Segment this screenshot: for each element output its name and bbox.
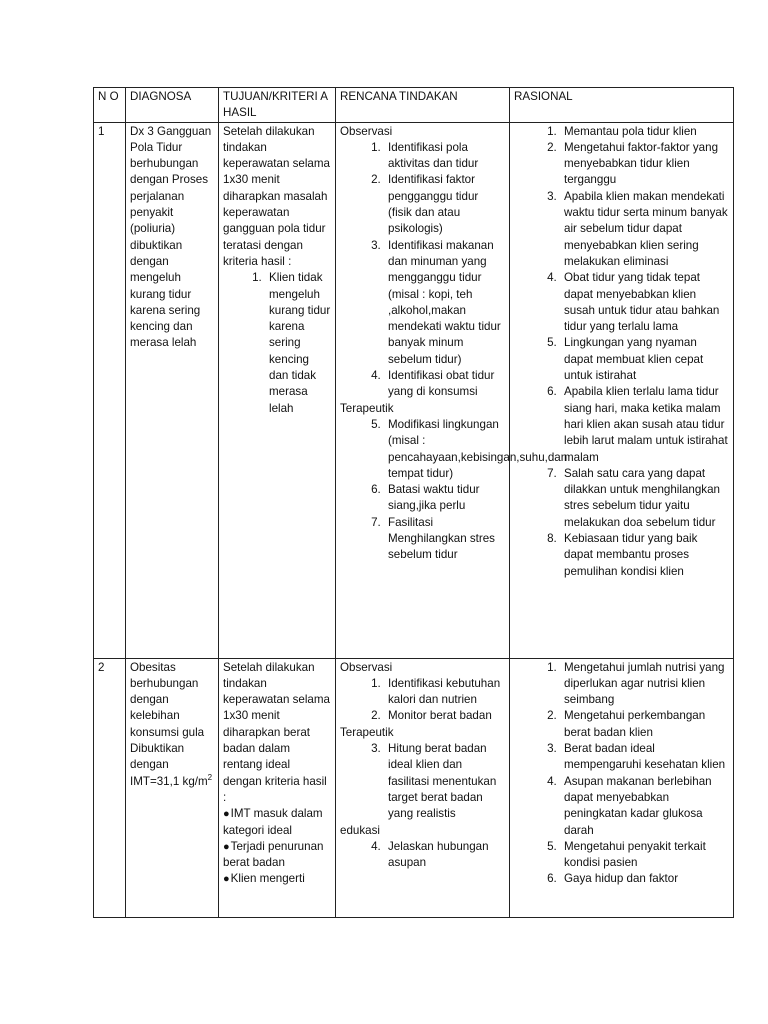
list-item: 1. Identifikasi pola aktivitas dan tidur [384, 140, 505, 173]
list-item: 3. Berat badan ideal mempengaruhi kesehatan klien [560, 741, 729, 774]
list-item: 6. Gaya hidup dan faktor [560, 871, 729, 887]
list-item: 3. Apabila klien makan mendekati waktu tidur serta minum banyak air sebelum tidur dapat menyebabkan klien sering melakukan eliminasi [560, 189, 729, 270]
intervention-list [340, 839, 505, 872]
rasional-list [514, 660, 729, 888]
diagnosa-text: Dx 3 Gangguan Pola Tidur berhubungan dengan Proses perjalanan penyakit (poliuria) dibuktikan dengan mengeluh kurang tidur karena sering kencing dan merasa lelah [130, 124, 212, 350]
header-tujuan: TUJUAN/KRITERI A HASIL [219, 88, 336, 123]
bullet-item: ● Terjadi penurunan berat badan [223, 839, 331, 872]
intervention-list [340, 741, 505, 822]
list-item: 2. Monitor berat badan [384, 708, 505, 724]
superscript: 2 [207, 772, 213, 782]
tujuan-intro: Setelah dilakukan tindakan keperawatan selama 1x30 menit diharapkan berat badan dalam rentang ideal dengan kriteria hasil : [223, 660, 330, 804]
section-heading: Terapeutik [340, 725, 394, 739]
section-heading: Terapeutik [340, 401, 394, 415]
rasional-cell [510, 122, 734, 658]
table-row [94, 122, 734, 658]
diagnosa-cell [126, 658, 219, 917]
header-row [94, 88, 734, 123]
list-item: 5. Mengetahui penyakit terkait kondisi pasien [560, 839, 729, 872]
list-item: 1. Identifikasi kebutuhan kalori dan nutrien [384, 676, 505, 709]
list-item: 2. Mengetahui perkembangan berat badan klien [560, 708, 729, 741]
list-item: 1. Memantau pola tidur klien [560, 124, 729, 140]
list-item: 1. Mengetahui jumlah nutrisi yang diperlukan agar nutrisi klien seimbang [560, 660, 729, 709]
nursing-care-plan-table [93, 87, 734, 918]
list-item: 4. Identifikasi obat tidur yang di konsumsi [384, 368, 505, 401]
bullet-item: ● IMT masuk dalam kategori ideal [223, 806, 331, 839]
intervention-list [340, 417, 568, 564]
list-item: 7. Fasilitasi Menghilangkan stres sebelum tidur [384, 515, 505, 564]
list-item: 6. Batasi waktu tidur siang,jika perlu [384, 482, 505, 515]
intervention-list [340, 140, 505, 401]
list-item: 3. Hitung berat badan ideal klien dan fasilitasi menentukan target berat badan yang realistis [384, 741, 505, 822]
header-rasional: RASIONAL [510, 88, 734, 123]
header-rencana: RENCANA TINDAKAN [336, 88, 510, 123]
section-heading: Observasi [340, 124, 393, 138]
tujuan-cell [219, 122, 336, 658]
rasional-cell [510, 658, 734, 917]
header-diagnosa: DIAGNOSA [126, 88, 219, 123]
section-heading: Observasi [340, 660, 393, 674]
diagnosa-cell [126, 122, 219, 658]
header-no: N O [94, 88, 126, 123]
rencana-cell [336, 122, 568, 658]
tujuan-intro: Setelah dilakukan tindakan keperawatan selama 1x30 menit diharapkan masalah keperawatan gangguan pola tidur teratasi dengan kriteria hasil : [223, 124, 330, 268]
list-item: 7. Salah satu cara yang dapat dilakkan untuk menghilangkan stres sebelum tidur yaitu melakukan doa sebelum tidur [560, 466, 729, 531]
list-item: 8. Kebiasaan tidur yang baik dapat membantu proses pemulihan kondisi klien [560, 531, 729, 580]
list-item: 1. Klien tidak mengeluh kurang tidur karena sering kencing dan tidak merasa lelah [265, 270, 331, 417]
tujuan-cell [219, 658, 336, 917]
rencana-cell [336, 658, 510, 917]
bullet-item: ● Klien mengerti [223, 871, 331, 887]
row-number: 1 [94, 122, 126, 658]
table-row [94, 658, 734, 917]
kriteria-hasil-list [223, 806, 331, 887]
kriteria-hasil-list [223, 270, 331, 417]
row-number: 2 [94, 658, 126, 917]
section-heading: edukasi [340, 823, 380, 837]
intervention-list [340, 676, 505, 725]
list-item: 6. Apabila klien terlalu lama tidur siang hari, maka ketika malam hari klien akan susah atau tidur lebih larut malam untuk istirahat malam [560, 384, 729, 465]
list-item: 2. Identifikasi faktor pengganggu tidur (fisik dan atau psikologis) [384, 172, 505, 237]
diagnosa-text: Obesitas berhubungan dengan kelebihan konsumsi gula Dibuktikan dengan IMT=31,1 kg/m [130, 660, 208, 788]
list-item: 3. Identifikasi makanan dan minuman yang mengganggu tidur (misal : kopi, teh ,alkohol,makan mendekati waktu tidur banyak minum sebelum tidur) [384, 238, 505, 368]
list-item: 4. Jelaskan hubungan asupan [384, 839, 505, 872]
list-item: 4. Asupan makanan berlebihan dapat menyebabkan peningkatan kadar glukosa darah [560, 774, 729, 839]
list-item: 5. Modifikasi lingkungan (misal : pencahayaan,kebisingan,suhu,dan tempat tidur) [384, 417, 505, 482]
list-item: 5. Lingkungan yang nyaman dapat membuat klien cepat untuk istirahat [560, 335, 729, 384]
list-item: 4. Obat tidur yang tidak tepat dapat menyebabkan klien susah untuk tidur atau bahkan tidur yang terlalu lama [560, 270, 729, 335]
rasional-list [514, 124, 729, 580]
list-item: 2. Mengetahui faktor-faktor yang menyebabkan tidur klien terganggu [560, 140, 729, 189]
